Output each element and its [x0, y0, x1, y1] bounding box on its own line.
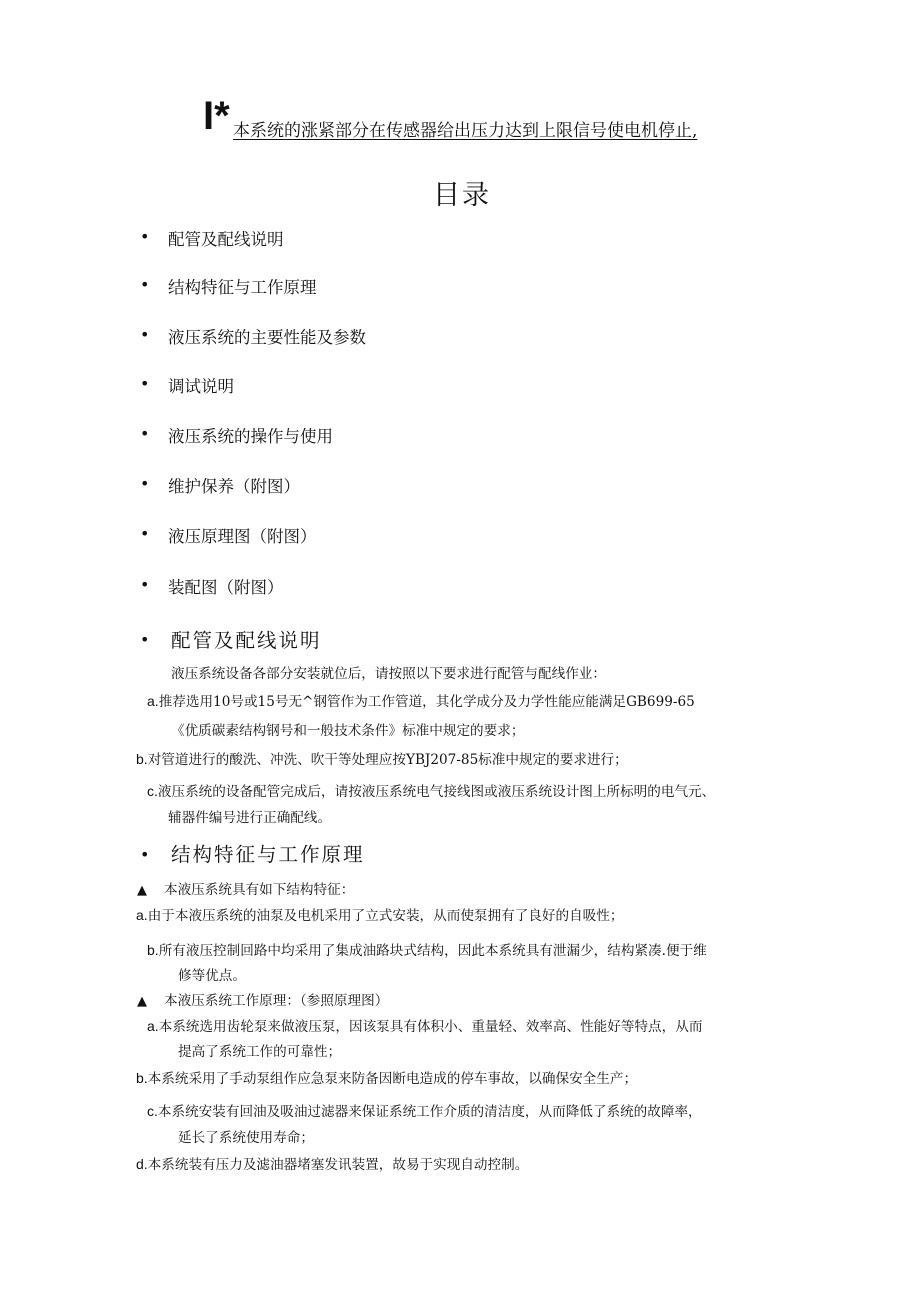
toc-title: 目录 [433, 180, 491, 211]
list-prefix: a. [136, 907, 148, 923]
header-mark: I* [203, 94, 230, 138]
toc-bullet: • [140, 275, 150, 294]
list-prefix: b. [136, 751, 148, 767]
list-prefix: d. [136, 1156, 148, 1172]
list-item [136, 1067, 637, 1087]
list-text: 本系统装有压力及滤油器堵塞发讯装置，故易于实现自动控制。 [147, 1157, 529, 1173]
list-text: 所有液压控制回路中均采用了集成油路块式结构，因此本系统具有泄漏少，结构紧凑.便于维 [158, 943, 707, 959]
section-bullet: • [140, 845, 150, 864]
subheading-text: 本液压系统工作原理：（参照原理图） [164, 993, 389, 1009]
list-text: 液压系统的设备配管完成后，请按液压系统电气接线图或液压系统设计图上所标明的电气元、 [157, 784, 716, 800]
toc-bullet: • [140, 227, 150, 246]
list-text: 对管道进行的酸洗、冲洗、吹干等处理应按YBJ207-85标准中规定的要求进行； [147, 752, 628, 768]
subheading-text: 本液压系统具有如下结构特征： [164, 882, 355, 898]
toc-bullet: • [140, 424, 150, 443]
subheading [137, 989, 388, 1009]
toc-bullet: • [140, 374, 150, 393]
list-text: 本系统选用齿轮泵来做液压泵，因该泵具有体积小、重量轻、效率高、性能好等特点，从而 [158, 1019, 703, 1035]
list-item [136, 904, 623, 924]
header-text: 本系统的涨紧部分在传感器给出压力达到上限信号使电机停止, [233, 121, 698, 141]
list-item [147, 1100, 702, 1120]
list-text: 推荐选用10号或15号无^钢管作为工作管道，其化学成分及力学性能应能满足GB699-65 [158, 694, 695, 710]
list-prefix: a. [147, 1018, 159, 1034]
section-heading: 配管及配线说明 [171, 629, 322, 652]
toc-item: 装配图（附图） [168, 578, 284, 597]
toc-item: 液压系统的操作与使用 [168, 427, 333, 446]
list-prefix: b. [147, 942, 159, 958]
list-item [147, 939, 707, 959]
toc-item: 配管及配线说明 [168, 230, 284, 249]
subheading [137, 878, 354, 898]
list-item [136, 748, 628, 768]
list-continuation: 延长了系统使用寿命； [178, 1130, 314, 1146]
list-item [136, 1153, 528, 1173]
paragraph: 液压系统设备各部分安装就位后，请按照以下要求进行配管与配线作业： [171, 666, 606, 682]
list-prefix: b. [136, 1070, 148, 1086]
triangle-icon: ▲ [137, 883, 147, 898]
list-prefix: a. [147, 693, 159, 709]
list-continuation: 《优质碳素结构钢号和一般技术条件》标准中规定的要求； [171, 723, 525, 739]
toc-item: 液压原理图（附图） [168, 527, 317, 546]
section-bullet: • [140, 630, 150, 649]
triangle-icon: ▲ [137, 994, 147, 1009]
list-item [147, 1015, 702, 1035]
list-text: 由于本液压系统的油泵及电机采用了立式安装，从而使泵拥有了良好的自吸性； [147, 908, 624, 924]
toc-bullet: • [140, 325, 150, 344]
toc-item: 液压系统的主要性能及参数 [168, 328, 366, 347]
toc-bullet: • [140, 575, 150, 594]
toc-bullet: • [140, 524, 150, 543]
toc-item: 结构特征与工作原理 [168, 278, 317, 297]
section-heading: 结构特征与工作原理 [171, 843, 365, 866]
list-text: 本系统安装有回油及吸油过滤器来保证系统工作介质的清洁度，从而降低了系统的故障率， [157, 1104, 702, 1120]
toc-item: 调试说明 [168, 377, 234, 396]
list-text: 本系统采用了手动泵组作应急泵来防备因断电造成的停车事故，以确保安全生产； [147, 1071, 638, 1087]
toc-bullet: • [140, 474, 150, 493]
toc-item: 维护保养（附图） [168, 477, 300, 496]
list-prefix: c. [147, 1103, 158, 1119]
list-continuation: 辅器件编号进行正确配线。 [168, 810, 332, 826]
list-continuation: 提高了系统工作的可靠性； [178, 1044, 342, 1060]
list-prefix: c. [147, 783, 158, 799]
list-continuation: 修等优点。 [178, 968, 246, 984]
list-item [147, 780, 715, 800]
list-item [147, 690, 695, 710]
